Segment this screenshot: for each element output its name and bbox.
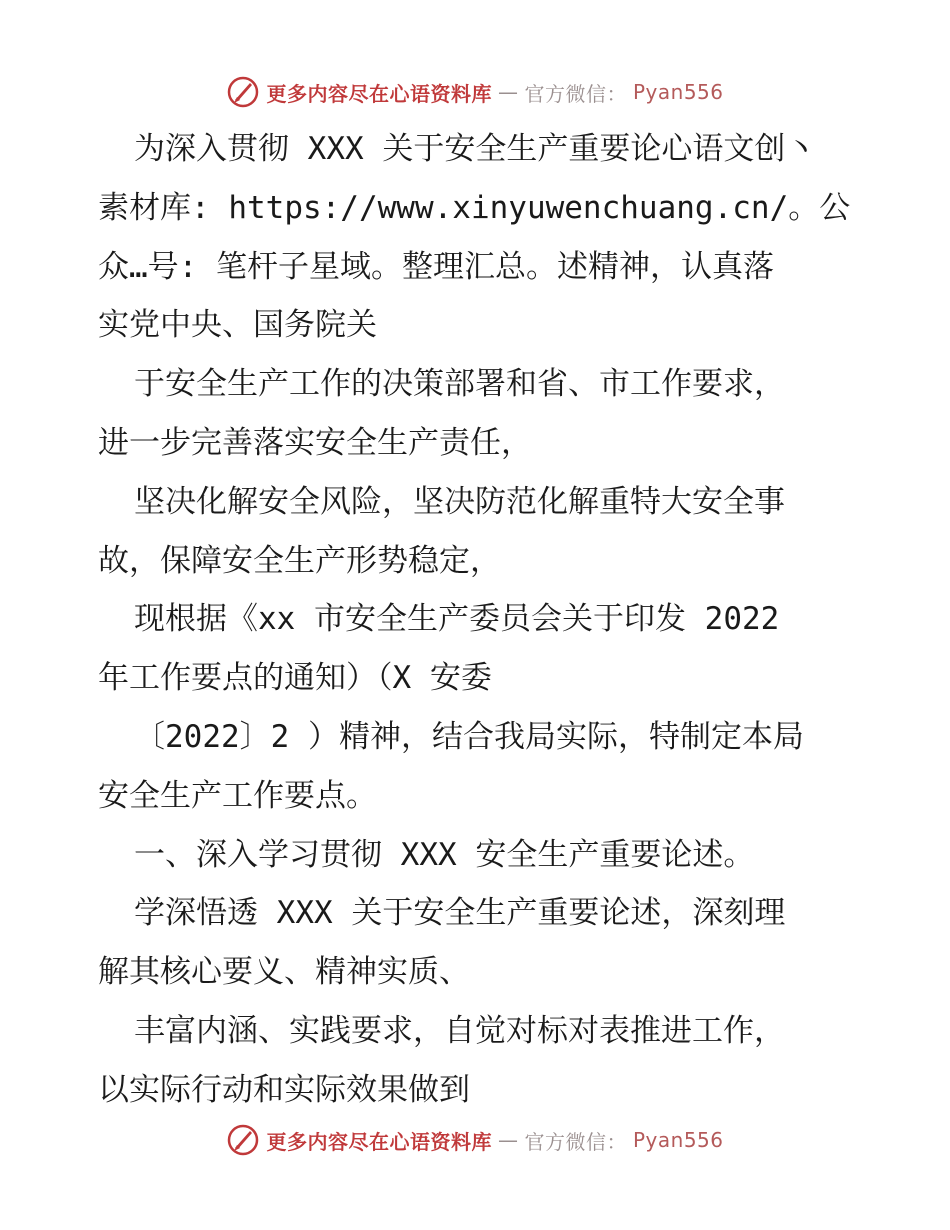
watermark-brand: 更多内容尽在心语资料库 — [266, 81, 492, 106]
body-line: 众…号: 笔杆子星域。整理汇总。述精神，认真落 — [98, 248, 774, 285]
footer-watermark — [0, 1120, 950, 1160]
body-line: 以实际行动和实际效果做到 — [98, 1071, 470, 1108]
body-line: 于安全生产工作的决策部署和省、市工作要求， — [134, 366, 785, 403]
watermark-separator: — — [497, 80, 519, 104]
header-watermark — [0, 72, 950, 112]
body-line: 解其核心要义、精神实质、 — [98, 954, 470, 991]
watermark-official: 官方微信： — [524, 1129, 627, 1154]
body-line: 一、深入学习贯彻 XXX 安全生产重要论述。 — [134, 836, 755, 873]
document-body — [98, 120, 858, 1120]
body-line: 坚决化解安全风险，坚决防范化解重特大安全事 — [134, 483, 785, 520]
watermark-separator: — — [497, 1128, 519, 1152]
body-line: 故，保障安全生产形势稳定， — [98, 542, 501, 579]
watermark-brand: 更多内容尽在心语资料库 — [266, 1129, 492, 1154]
body-line: 〔2022〕2 ）精神，结合我局实际，特制定本局 — [134, 718, 804, 755]
body-line: 素材库: https://www.xinyuwenchuang.cn/。公 — [98, 189, 851, 226]
body-line: 年工作要点的通知）（X 安委 — [98, 660, 492, 697]
body-line: 学深悟透 XXX 关于安全生产重要论述，深刻理 — [134, 895, 786, 932]
watermark-account: Pyan556 — [632, 80, 724, 104]
body-line: 安全生产工作要点。 — [98, 777, 377, 814]
feather-pen-logo-icon — [226, 1123, 260, 1157]
body-line: 现根据《xx 市安全生产委员会关于印发 2022 — [134, 601, 780, 638]
body-line: 实党中央、国务院关 — [98, 307, 377, 344]
watermark-official: 官方微信： — [524, 81, 627, 106]
feather-pen-logo-icon — [226, 75, 260, 109]
body-line: 丰富内涵、实践要求，自觉对标对表推进工作， — [134, 1012, 785, 1049]
watermark-account: Pyan556 — [632, 1128, 724, 1152]
body-line: 进一步完善落实安全生产责任， — [98, 424, 532, 461]
body-line: 为深入贯彻 XXX 关于安全生产重要论心语文创丶 — [134, 131, 817, 167]
